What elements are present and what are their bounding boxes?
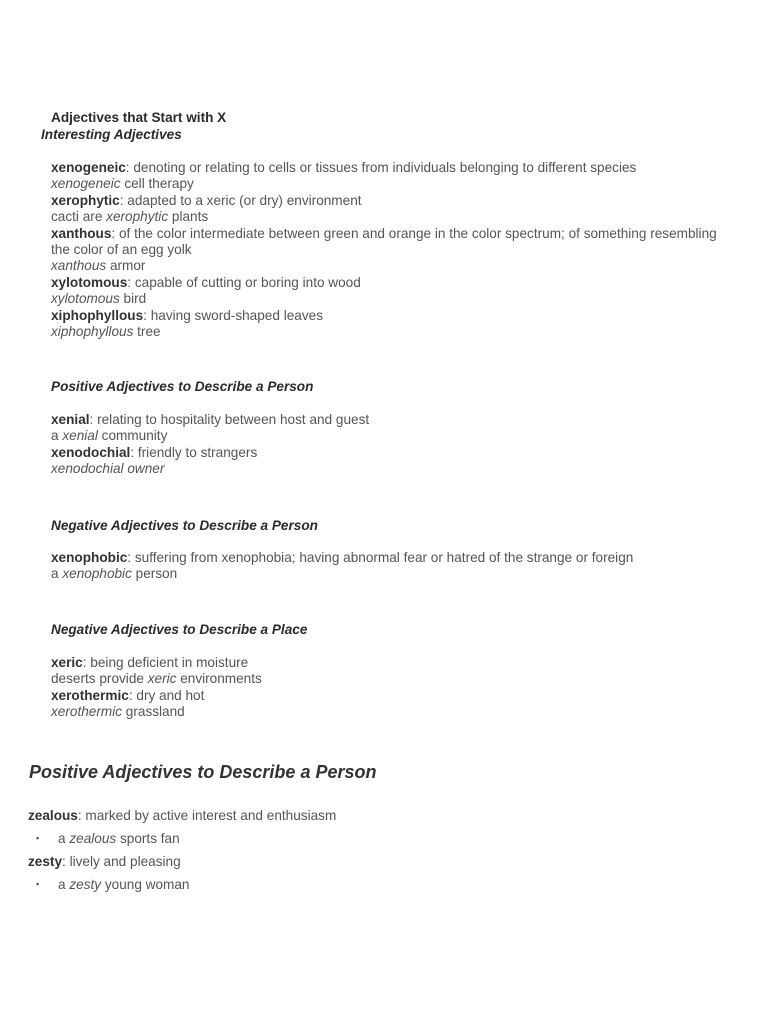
- definition: : friendly to strangers: [130, 444, 258, 460]
- entry-example: xerothermic grassland: [51, 704, 185, 720]
- entry-example: cacti are xerophytic plants: [51, 209, 209, 225]
- entry-definition: [51, 550, 751, 566]
- term: zesty: [28, 854, 63, 869]
- z-section-heading: Positive Adjectives to Describe a Person: [29, 762, 377, 782]
- entry-example: a xenophobic person: [51, 566, 178, 582]
- entry-definition: [51, 412, 751, 428]
- term: xenogeneic: [51, 160, 126, 175]
- term: xenodochial: [51, 444, 131, 460]
- term: xanthous: [51, 225, 112, 241]
- entry-example: xanthous armor: [51, 258, 146, 274]
- definition: : having sword-shaped leaves: [143, 307, 323, 323]
- entry-definition: [51, 445, 751, 461]
- example-word: xerophytic: [106, 209, 169, 225]
- page-title: Adjectives that Start with X: [51, 110, 227, 125]
- example-word: xenogeneic: [51, 176, 121, 192]
- entry-definition: [51, 160, 751, 176]
- example-word: xiphophyllous: [51, 324, 134, 340]
- negative-place-entries: [51, 655, 751, 721]
- example-word: xeric: [147, 671, 177, 687]
- example-word: xanthous: [51, 258, 107, 274]
- term: xerophytic: [51, 192, 120, 208]
- list-item: ▪ a zesty young woman: [28, 873, 728, 896]
- entry-definition: [51, 688, 751, 704]
- list-item: ▪ a zealous sports fan: [28, 827, 728, 850]
- entry-definition: [51, 275, 751, 291]
- definition: : lively and pleasing: [62, 854, 181, 869]
- entry-example: xenogeneic cell therapy: [51, 176, 194, 192]
- example-word: xylotomous: [51, 291, 120, 307]
- term: xenial: [51, 412, 90, 427]
- definition: : capable of cutting or boring into wood: [127, 274, 361, 290]
- definition: : relating to hospitality between host and guest: [89, 412, 370, 427]
- entry-definition: [51, 308, 751, 324]
- definition: : marked by active interest and enthusiasm: [77, 808, 337, 823]
- entry-definition: [28, 850, 728, 873]
- entry-example: deserts provide xeric environments: [51, 671, 262, 687]
- definition: : of the color intermediate between green and orange in the color spectrum; of something resembling: [111, 225, 717, 241]
- entry-definition: [51, 655, 751, 671]
- term: xerothermic: [51, 687, 129, 703]
- term: zealous: [28, 808, 78, 823]
- definition: : denoting or relating to cells or tissues from individuals belonging to different species: [125, 160, 637, 175]
- section-heading-positive-person: Positive Adjectives to Describe a Person: [51, 379, 314, 394]
- term: xenophobic: [51, 550, 128, 565]
- negative-person-entries: [51, 550, 751, 583]
- term: xiphophyllous: [51, 307, 144, 323]
- positive-person-entries: [51, 412, 751, 478]
- entry-example: xiphophyllous tree: [51, 324, 161, 340]
- entry-definition-cont: the color of an egg yolk: [51, 242, 192, 258]
- example-word: xenial: [62, 428, 98, 444]
- entry-example: [51, 461, 751, 477]
- entry-example: a xenial community: [51, 428, 168, 444]
- example-word: zealous: [69, 831, 117, 846]
- example-word: xenophobic: [62, 566, 132, 582]
- entry-definition: [51, 193, 751, 209]
- section-heading-negative-person: Negative Adjectives to Describe a Person: [51, 518, 318, 533]
- entry-definition: [51, 226, 751, 242]
- entry-example: xylotomous bird: [51, 291, 147, 307]
- bullet-icon: ▪: [36, 879, 40, 889]
- definition: : adapted to a xeric (or dry) environment: [119, 192, 362, 208]
- section-heading-negative-place: Negative Adjectives to Describe a Place: [51, 622, 308, 637]
- example-word: zesty: [69, 877, 102, 892]
- z-section-entries: [28, 804, 728, 896]
- example-word: xerothermic: [51, 704, 123, 720]
- bullet-icon: ▪: [36, 833, 40, 843]
- term: xeric: [51, 655, 83, 670]
- entry-definition: [28, 804, 728, 827]
- definition: : dry and hot: [128, 687, 205, 703]
- term: xylotomous: [51, 274, 128, 290]
- example-word: xenodochial owner: [51, 461, 165, 477]
- definition: : suffering from xenophobia; having abnormal fear or hatred of the strange or foreign: [127, 550, 634, 565]
- interesting-entries: [51, 160, 751, 340]
- definition: : being deficient in moisture: [82, 655, 249, 670]
- section-heading-interesting: Interesting Adjectives: [41, 127, 182, 142]
